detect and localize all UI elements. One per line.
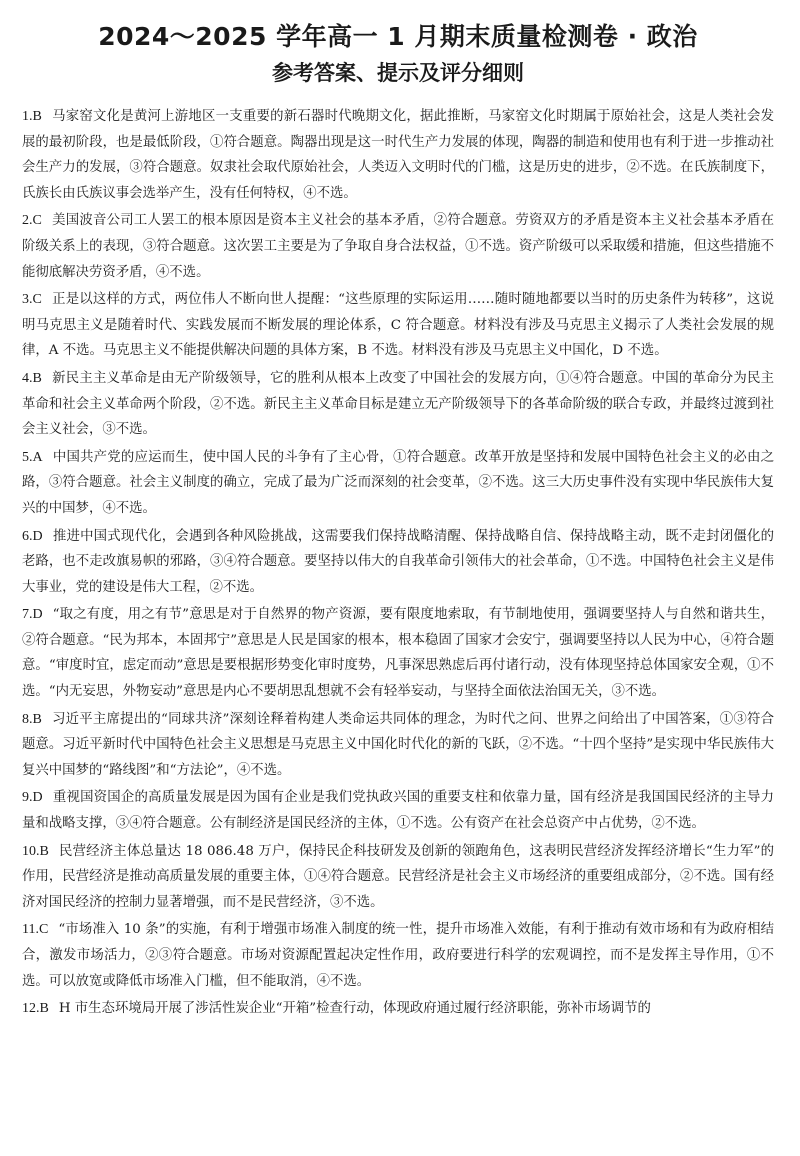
answer-item-7 xyxy=(22,602,774,704)
item-explanation: 新民主主义革命是由无产阶级领导，它的胜利从根本上改变了中国社会的发展方向，①④符合题意。中国的革命分为民主革命和社会主义革命两个阶段，②不选。新民主主义革命目标是建立无产阶级领导下的各革命阶级的联合专政，并最终过渡到社会主义社会，③不选。 xyxy=(22,370,774,438)
item-answer: C xyxy=(32,213,42,229)
answer-item-1 xyxy=(22,104,774,206)
item-number: 10. xyxy=(22,843,40,859)
item-explanation: H 市生态环境局开展了涉活性炭企业“开箱”检查行动，体现政府通过履行经济职能，弥补市场调节的 xyxy=(58,1001,651,1017)
item-answer: B xyxy=(32,711,42,727)
item-number: 5. xyxy=(22,449,33,465)
item-explanation: “取之有度，用之有节”意思是对于自然界的物产资源，要有限度地索取，有节制地使用，强调要坚持人与自然和谐共生，②符合题意。“民为邦本，本固邦宁”意思是人民是国家的根本，根本稳固了国家才会安宁，强调要坚持以人民为中心，④符合题意。“审度时宜，虑定而动”意思是要根据形势变化审时度势，凡事深思熟虑后再付诸行动，没有体现坚持总体国家安全观，①不选。“内无妄思，外物妄动”意思是内心不要胡思乱想就不会有轻举妄动，与坚持全面依法治国无关，③不选。 xyxy=(22,607,774,700)
item-answer: B xyxy=(32,370,42,386)
item-explanation: 美国波音公司工人罢工的根本原因是资本主义社会的基本矛盾，②符合题意。劳资双方的矛盾是资本主义社会基本矛盾在阶级关系上的表现，③符合题意。这次罢工主要是为了争取自身合法权益，①不选。资产阶级可以采取缓和措施，但这些措施不能彻底解决劳资矛盾，④不选。 xyxy=(22,213,774,280)
answer-item-3 xyxy=(22,287,774,364)
item-number: 7. xyxy=(22,607,33,623)
page-title: 2024～2025 学年高一 1 月期末质量检测卷 · 政治 xyxy=(98,22,698,51)
item-answer: D xyxy=(32,607,43,623)
item-number: 2. xyxy=(22,213,33,229)
item-answer: C xyxy=(38,922,49,938)
item-number: 12. xyxy=(22,1001,40,1017)
answer-item-9 xyxy=(22,785,774,836)
item-number: 1. xyxy=(22,109,33,124)
item-explanation: 正是以这样的方式，两位伟人不断向世人提醒：“这些原理的实际运用……随时随地都要以当时的历史条件为转移”，这说明马克思主义是随着时代、实践发展而不断发展的理论体系，C 符合题意。材料没有涉及马克思主义揭示了人类社会发展的规律，A 不选。马克思主义不能提供解决问题的具体方案，B 不选。材料没有涉及马克思主义中国化，D 不选。 xyxy=(22,292,774,359)
item-explanation: 马家窑文化是黄河上游地区一支重要的新石器时代晚期文化，据此推断，马家窑文化时期属于原始社会，这是人类社会发展的最初阶段，也是最低阶段，①符合题意。陶器出现是这一时代生产力发展的体现，陶器的制造和使用也有利于进一步推动社会生产力的发展，③符合题意。奴隶社会取代原始社会，人类迈入文明时代的门槛，这是历史的进步，②不选。在氏族制度下，氏族长由氏族议事会选举产生，没有任何特权，④不选。 xyxy=(22,109,774,201)
item-answer: D xyxy=(32,790,43,806)
answer-item-11 xyxy=(22,917,774,994)
item-explanation: 重视国资国企的高质量发展是因为国有企业是我们党执政兴国的重要支柱和依靠力量，国有经济是我国国民经济的主导力量和战略支撑，③④符合题意。公有制经济是国民经济的主体，①不选。公有资产在社会总资产中占优势，②不选。 xyxy=(22,790,774,832)
item-answer: B xyxy=(39,843,49,859)
item-number: 9. xyxy=(22,790,33,806)
answer-item-10 xyxy=(22,839,774,916)
answer-item-5 xyxy=(22,445,774,522)
answer-item-8 xyxy=(22,707,774,784)
item-explanation: “市场准入 10 条”的实施，有利于增强市场准入制度的统一性，提升市场准入效能，有利于推动有效市场和有为政府相结合，激发市场活力，②③符合题意。市场对资源配置起决定性作用，政府要进行科学的宏观调控，而不是发挥主导作用，①不选。可以放宽或降低市场准入门槛，但不能取消，④不选。 xyxy=(22,922,774,989)
item-number: 4. xyxy=(22,370,33,386)
item-answer: A xyxy=(32,449,43,465)
item-explanation: 推进中国式现代化，会遇到各种风险挑战，这需要我们保持战略清醒、保持战略自信、保持战略主动，既不走封闭僵化的老路，也不走改旗易帜的邪路，③④符合题意。要坚持以伟大的自我革命引领伟大的社会革命，①不选。中国特色社会主义是伟大事业，党的建设是伟大工程，②不选。 xyxy=(22,528,774,595)
item-number: 11. xyxy=(22,922,39,938)
answer-item-6 xyxy=(22,524,774,601)
answer-item-4 xyxy=(22,366,774,443)
item-answer: B xyxy=(39,1001,49,1017)
item-answer: B xyxy=(32,109,42,124)
item-number: 3. xyxy=(22,292,33,308)
item-answer: D xyxy=(32,528,43,544)
item-explanation: 习近平主席提出的“同球共济”深刻诠释着构建人类命运共同体的理念，为时代之问、世界之问给出了中国答案，①③符合题意。习近平新时代中国特色社会主义思想是马克思主义中国化时代化的新的飞跃，②不选。“十四个坚持”是实现中华民族伟大复兴中国梦的“路线图”和“方法论”，④不选。 xyxy=(22,711,774,778)
answer-list xyxy=(22,104,774,1022)
item-number: 8. xyxy=(22,711,33,727)
answer-item-2 xyxy=(22,208,774,285)
item-explanation: 民营经济主体总量达 18 086.48 万户，保持民企科技研发及创新的领跑角色，这表明民营经济发挥经济增长“生力军”的作用，民营经济是推动高质量发展的重要主体，①④符合题意。民营经济是社会主义市场经济的重要组成部分，②不选。国有经济对国民经济的控制力显著增强，而不是民营经济，③不选。 xyxy=(22,843,774,910)
item-number: 6. xyxy=(22,528,33,544)
item-explanation: 中国共产党的应运而生，使中国人民的斗争有了主心骨，①符合题意。改革开放是坚持和发展中国特色社会主义的必由之路，③符合题意。社会主义制度的确立，完成了最为广泛而深刻的社会变革，②不选。这三大历史事件没有实现中华民族伟大复兴的中国梦，④不选。 xyxy=(22,449,774,516)
page-subtitle: 参考答案、提示及评分细则 xyxy=(272,61,524,85)
item-answer: C xyxy=(32,292,42,308)
answer-item-12 xyxy=(22,996,774,1022)
